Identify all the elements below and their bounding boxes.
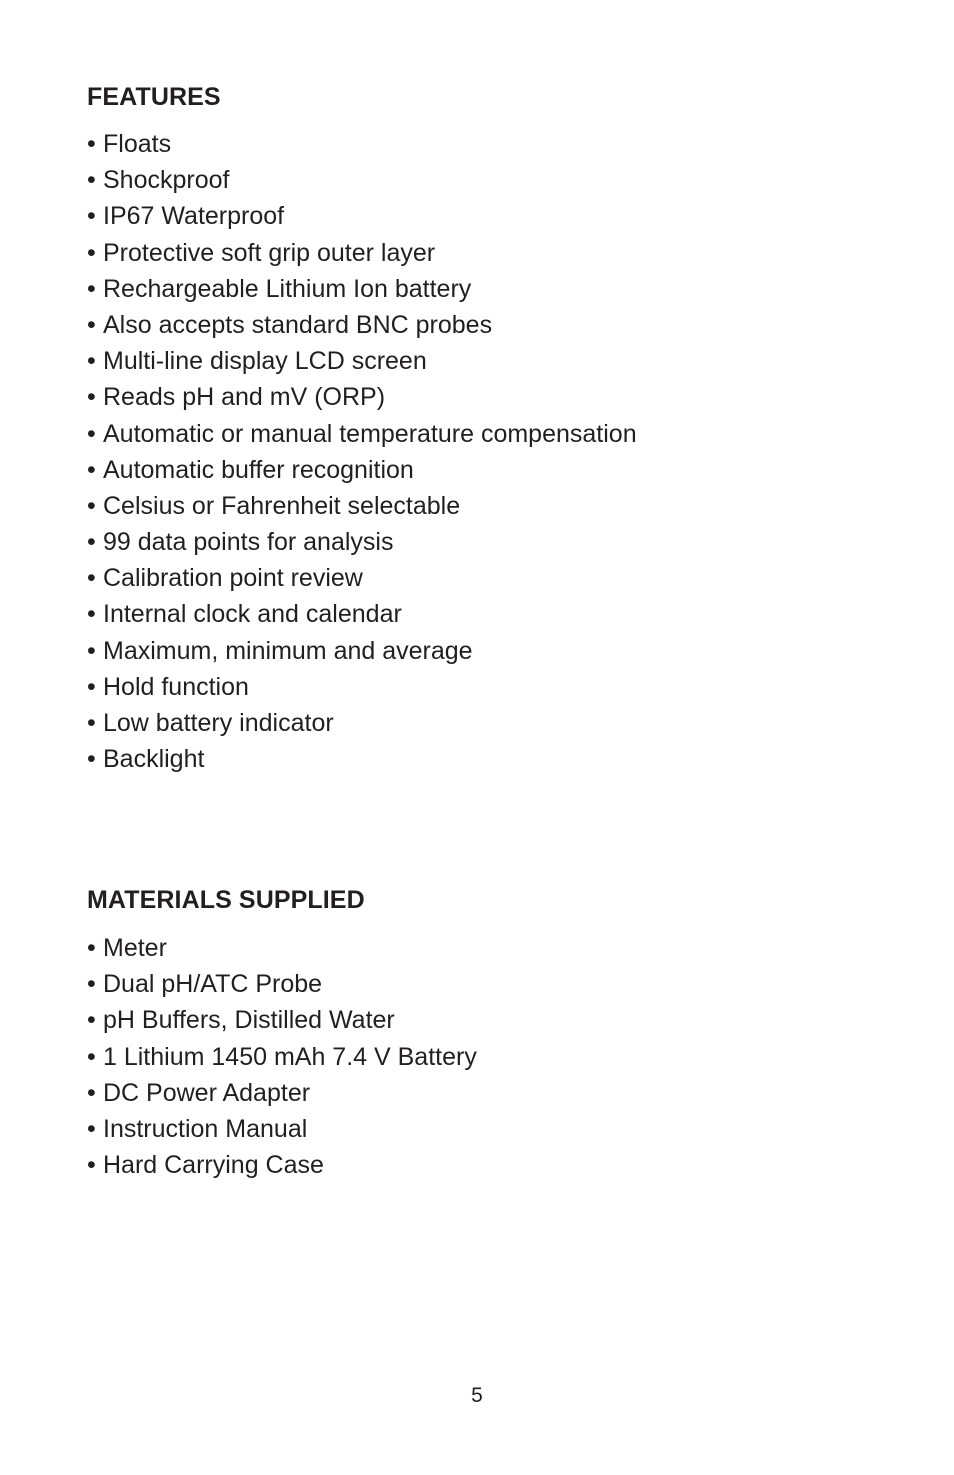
list-item [87, 596, 887, 632]
features-list [87, 126, 887, 777]
bullet-glyph: • [87, 1042, 96, 1071]
list-item-text: Celsius or Fahrenheit selectable [103, 491, 461, 520]
list-item-text: Calibration point review [103, 564, 363, 593]
bullet-glyph: • [87, 310, 96, 339]
list-item-text: 1 Lithium 1450 mAh 7.4 V Battery [103, 1042, 477, 1071]
list-item-text: Backlight [103, 745, 205, 774]
bullet-glyph: • [87, 455, 96, 484]
list-item-text: Rechargeable Lithium Ion battery [103, 274, 472, 303]
bullet-glyph: • [87, 1078, 96, 1107]
list-item-text: Meter [103, 934, 167, 962]
list-item [87, 741, 887, 777]
bullet-glyph: • [87, 672, 96, 701]
list-item-text: Dual pH/ATC Probe [103, 970, 323, 999]
list-item-text: 99 data points for analysis [103, 528, 394, 557]
list-item [87, 307, 887, 343]
bullet-glyph: • [87, 238, 96, 267]
list-item-text: Hold function [103, 672, 249, 701]
list-item [87, 162, 887, 198]
bullet-glyph: • [87, 130, 96, 158]
list-item [87, 488, 887, 524]
list-item [87, 343, 887, 379]
list-item-text: IP67 Waterproof [103, 202, 285, 231]
bullet-glyph: • [87, 709, 96, 737]
list-item-text: Internal clock and calendar [103, 600, 402, 629]
bullet-glyph: • [87, 202, 96, 231]
list-item [87, 126, 887, 162]
list-item [87, 271, 887, 307]
materials-list [87, 930, 887, 1183]
list-item-text: Hard Carrying Case [103, 1151, 324, 1180]
list-item [87, 560, 887, 596]
list-item [87, 705, 887, 741]
list-item [87, 1147, 887, 1183]
bullet-glyph: • [87, 564, 96, 593]
list-item-text: Also accepts standard BNC probes [103, 310, 493, 339]
list-item [87, 966, 887, 1002]
list-item [87, 524, 887, 560]
list-item-text: Low battery indicator [103, 709, 334, 737]
list-item-text: Floats [103, 130, 172, 158]
bullet-glyph: • [87, 745, 96, 774]
bullet-glyph: • [87, 274, 96, 303]
features-heading: FEATURES [87, 83, 221, 111]
list-item [87, 1002, 887, 1038]
bullet-glyph: • [87, 1006, 96, 1035]
list-item [87, 1039, 887, 1075]
list-item-text: Automatic buffer recognition [103, 455, 414, 484]
bullet-glyph: • [87, 347, 96, 376]
list-item-text: Multi-line display LCD screen [103, 347, 427, 376]
bullet-glyph: • [87, 636, 96, 665]
list-item [87, 1075, 887, 1111]
list-item-text: DC Power Adapter [103, 1078, 311, 1107]
list-item-text: Maximum, minimum and average [103, 636, 473, 665]
list-item [87, 452, 887, 488]
list-item [87, 930, 887, 966]
list-item-text: Reads pH and mV (ORP) [103, 383, 386, 412]
bullet-glyph: • [87, 419, 96, 448]
list-item [87, 669, 887, 705]
list-item [87, 1111, 887, 1147]
list-item-text: pH Buffers, Distilled Water [103, 1006, 395, 1035]
list-item-text: Instruction Manual [103, 1114, 308, 1143]
features-section [87, 82, 887, 777]
bullet-glyph: • [87, 970, 96, 999]
list-item-text: Protective soft grip outer layer [103, 238, 436, 267]
bullet-glyph: • [87, 934, 96, 962]
list-item [87, 416, 887, 452]
list-item [87, 379, 887, 415]
list-item [87, 235, 887, 271]
list-item [87, 633, 887, 669]
list-item [87, 198, 887, 234]
bullet-glyph: • [87, 491, 96, 520]
bullet-glyph: • [87, 383, 96, 412]
bullet-glyph: • [87, 600, 96, 629]
bullet-glyph: • [87, 528, 96, 557]
list-item-text: Automatic or manual temperature compensation [103, 419, 637, 448]
bullet-glyph: • [87, 1151, 96, 1180]
page-number: 5 [471, 1384, 483, 1407]
bullet-glyph: • [87, 1114, 96, 1143]
materials-heading: MATERIALS SUPPLIED [87, 886, 365, 914]
list-item-text: Shockproof [103, 166, 230, 195]
materials-section [87, 885, 887, 1183]
bullet-glyph: • [87, 166, 96, 195]
